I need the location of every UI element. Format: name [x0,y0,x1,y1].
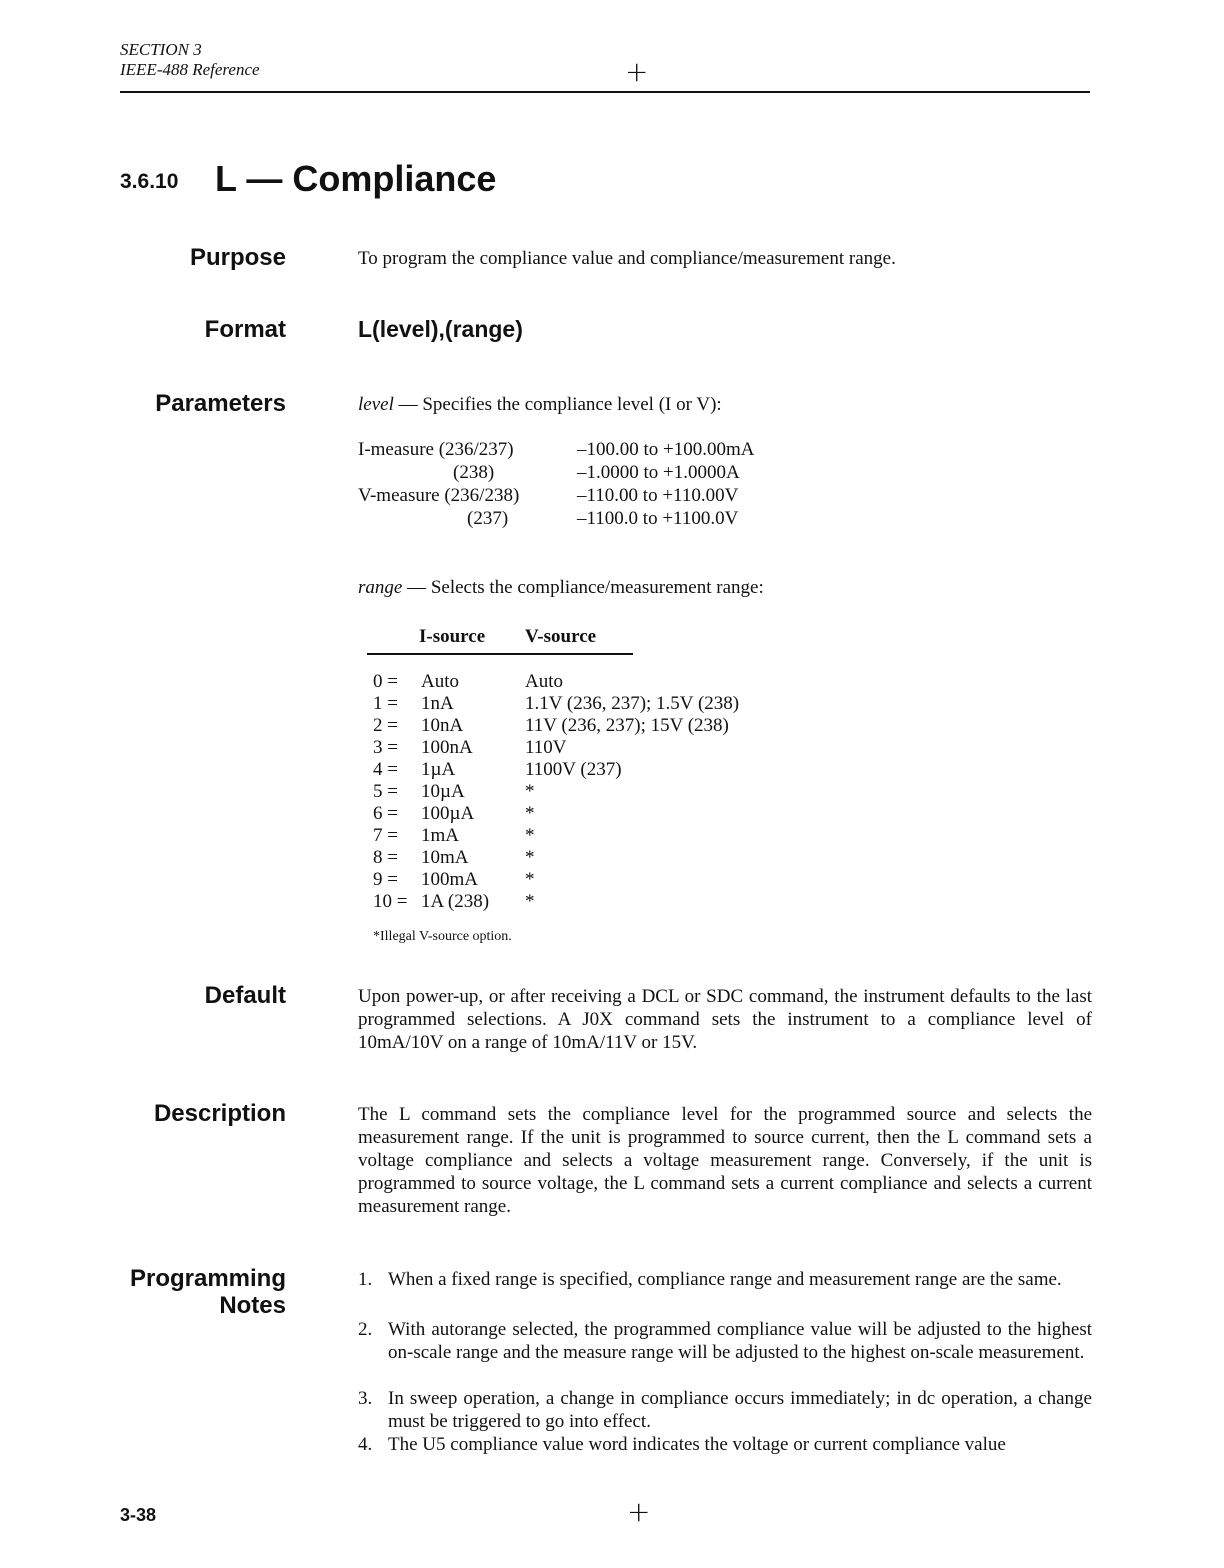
level-row-label: V-measure (236/238) [358,485,520,506]
range-parameter-line [358,576,764,599]
range-code: 3 = [373,737,398,758]
programming-note [358,1387,1092,1433]
level-row-label: (238) [453,462,495,483]
range-code: 8 = [373,847,398,868]
running-header-subtitle: IEEE-488 Reference [120,60,260,79]
range-isource: 100µA [421,803,475,824]
range-header-isource: I-source [419,626,486,647]
range-footnote: *Illegal V-source option. [373,929,512,944]
range-isource: 100nA [421,737,473,758]
label-notes: Notes [219,1292,286,1319]
range-code: 10 = [373,891,408,912]
note-text: With autorange selected, the programmed compliance value will be adjusted to the highest on-scale range and the measure range will be adjusted to the highest on-scale measurement. [388,1319,1092,1363]
level-row-value: –1100.0 to +1100.0V [577,508,739,529]
level-row-label: (237) [467,508,509,529]
range-code: 9 = [373,869,398,890]
range-code: 7 = [373,825,398,846]
programming-note [358,1268,1092,1291]
range-vsource: 11V (236, 237); 15V (238) [525,715,729,736]
range-code: 1 = [373,693,398,714]
range-isource: Auto [421,671,459,692]
programming-note [358,1318,1092,1364]
range-vsource: * [525,825,535,846]
purpose-text: To program the compliance value and compliance/measurement range. [358,248,896,269]
format-text: L(level),(range) [358,316,523,342]
range-vsource: * [525,847,535,868]
programming-note [358,1433,1092,1456]
running-header-section: SECTION 3 [120,40,202,59]
range-vsource: * [525,869,535,890]
section-number: 3.6.10 [120,170,179,193]
range-header-vsource: V-source [525,626,597,647]
range-header-rule [367,653,633,655]
section-title: L — Compliance [215,158,497,199]
range-vsource: * [525,781,535,802]
range-isource: 1mA [421,825,459,846]
range-code: 4 = [373,759,398,780]
note-text: When a fixed range is specified, compliance range and measurement range are the same. [388,1269,1062,1290]
header-rule [120,91,1090,93]
registration-mark-top: + [625,55,649,88]
note-number: 4. [358,1434,373,1455]
label-default: Default [204,982,286,1009]
level-parameter-line [358,393,722,416]
range-code: 6 = [373,803,398,824]
range-vsource: Auto [525,671,563,692]
label-purpose: Purpose [189,244,286,271]
level-row-label: I-measure (236/237) [358,439,514,460]
note-number: 2. [358,1319,373,1340]
default-text: Upon power-up, or after receiving a DCL or SDC command, the instrument defaults to the last programmed selections. A J0X command sets the instrument to a compliance level of 10mA/10V on a range of 10mA/11V or 15V. [358,986,1092,1053]
range-isource: 10mA [421,847,469,868]
level-row-value: –100.00 to +100.00mA [577,439,755,460]
range-isource: 10µA [421,781,465,802]
label-parameters: Parameters [155,390,286,417]
range-vsource: * [525,891,535,912]
range-param-name: range [358,577,403,598]
note-number: 3. [358,1388,373,1409]
level-param-name: level [358,394,394,415]
label-format: Format [204,316,286,343]
page-number: 3-38 [120,1505,157,1525]
description-text: The L command sets the compliance level for the programmed source and selects the measurement range. If the unit is programmed to source current, then the L command sets a voltage compliance and selects a voltage measurement range. Conversely, if the unit is programmed to source voltage, the L command sets a current compliance and selects a current measurement range. [358,1104,1092,1217]
label-programming: Programming [129,1265,286,1292]
range-vsource: * [525,803,535,824]
range-code: 2 = [373,715,398,736]
range-isource: 1µA [421,759,456,780]
registration-mark-bottom: + [627,1495,651,1528]
label-description: Description [153,1100,286,1127]
range-vsource: 1100V (237) [525,759,622,780]
note-text: The U5 compliance value word indicates the voltage or current compliance value [388,1434,1006,1455]
level-row-value: –110.00 to +110.00V [577,485,739,506]
note-text: In sweep operation, a change in compliance occurs immediately; in dc operation, a change must be triggered to go into effect. [388,1388,1092,1432]
range-vsource: 110V [525,737,567,758]
range-code: 0 = [373,671,398,692]
range-vsource: 1.1V (236, 237); 1.5V (238) [525,693,740,714]
range-param-desc: — Selects the compliance/measurement range: [402,577,764,598]
range-isource: 100mA [421,869,478,890]
range-code: 5 = [373,781,398,802]
note-number: 1. [358,1269,373,1290]
range-isource: 10nA [421,715,464,736]
level-row-value: –1.0000 to +1.0000A [577,462,740,483]
range-isource: 1A (238) [421,891,490,912]
level-param-desc: — Specifies the compliance level (I or V): [393,394,722,415]
range-isource: 1nA [421,693,454,714]
